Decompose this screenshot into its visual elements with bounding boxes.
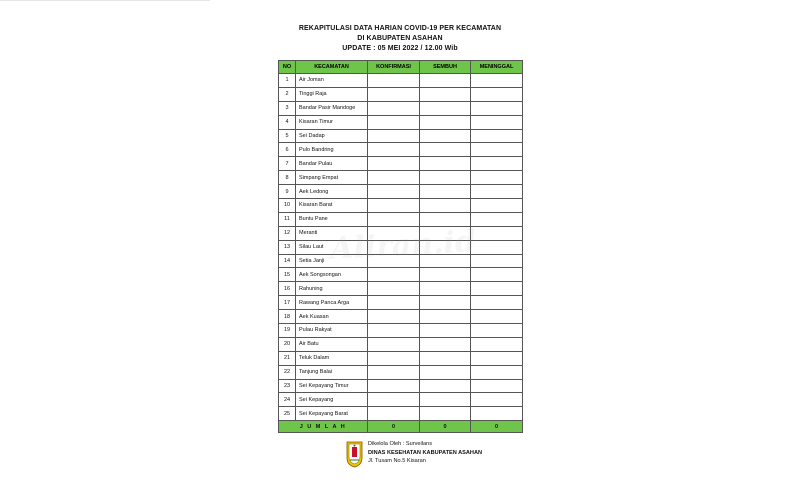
row-number: 11 [279, 212, 296, 226]
agency-address: Jl. Tusam No.5 Kisaran [368, 458, 426, 465]
sembuh-cell [420, 129, 471, 143]
kecamatan-name: Pulo Bandring [296, 143, 368, 157]
konfirmasi-cell [368, 310, 420, 324]
meninggal-cell [471, 129, 523, 143]
kecamatan-name: Meranti [296, 226, 368, 240]
konfirmasi-cell [368, 115, 420, 129]
table-row [279, 101, 523, 115]
meninggal-cell [471, 365, 523, 379]
meninggal-cell [471, 115, 523, 129]
table-row [279, 407, 523, 421]
row-number: 13 [279, 240, 296, 254]
table-header-row [279, 61, 523, 74]
row-number: 22 [279, 365, 296, 379]
table-row [279, 268, 523, 282]
sembuh-cell [420, 115, 471, 129]
sembuh-cell [420, 351, 471, 365]
table-row [279, 171, 523, 185]
table-row [279, 351, 523, 365]
row-number: 1 [279, 74, 296, 88]
sembuh-cell [420, 379, 471, 393]
meninggal-cell [471, 101, 523, 115]
meninggal-cell [471, 254, 523, 268]
konfirmasi-cell [368, 74, 420, 88]
sembuh-cell [420, 74, 471, 88]
sembuh-cell [420, 393, 471, 407]
kecamatan-name: Bandar Pasir Mandoge [296, 101, 368, 115]
kecamatan-name: Aek Ledong [296, 185, 368, 199]
konfirmasi-cell [368, 393, 420, 407]
row-number: 19 [279, 324, 296, 338]
kecamatan-name: Aek Songsongan [296, 268, 368, 282]
table-row [279, 310, 523, 324]
table-row [279, 87, 523, 101]
row-number: 10 [279, 199, 296, 213]
konfirmasi-cell [368, 337, 420, 351]
meninggal-cell [471, 310, 523, 324]
kecamatan-name: Air Batu [296, 337, 368, 351]
row-number: 24 [279, 393, 296, 407]
sembuh-cell [420, 268, 471, 282]
row-number: 8 [279, 171, 296, 185]
table-row [279, 157, 523, 171]
table-row [279, 143, 523, 157]
kecamatan-name: Setia Janji [296, 254, 368, 268]
meninggal-cell [471, 324, 523, 338]
footer-text [368, 440, 482, 466]
row-number: 7 [279, 157, 296, 171]
row-number: 4 [279, 115, 296, 129]
row-number: 17 [279, 296, 296, 310]
konfirmasi-cell [368, 199, 420, 213]
sembuh-cell [420, 157, 471, 171]
row-number: 16 [279, 282, 296, 296]
table-row [279, 337, 523, 351]
meninggal-cell [471, 337, 523, 351]
kecamatan-name: Kisaran Timur [296, 115, 368, 129]
meninggal-cell [471, 268, 523, 282]
meninggal-cell [471, 393, 523, 407]
sembuh-cell [420, 407, 471, 421]
kecamatan-name: Tinggi Raja [296, 87, 368, 101]
column-header-konfirmasi: KONFIRMASI [368, 61, 420, 74]
kecamatan-name: Sei Kepayang Barat [296, 407, 368, 421]
row-number: 14 [279, 254, 296, 268]
konfirmasi-cell [368, 87, 420, 101]
column-header-meninggal: MENINGGAL [471, 61, 523, 74]
total-meninggal: 0 [471, 421, 523, 433]
kecamatan-name: Silau Laut [296, 240, 368, 254]
row-number: 25 [279, 407, 296, 421]
table-row [279, 212, 523, 226]
konfirmasi-cell [368, 324, 420, 338]
total-sembuh: 0 [420, 421, 471, 433]
table-row [279, 185, 523, 199]
row-number: 2 [279, 87, 296, 101]
top-divider [0, 0, 210, 1]
kecamatan-name: Tanjung Balai [296, 365, 368, 379]
kecamatan-name: Teluk Dalam [296, 351, 368, 365]
asahan-regency-emblem-icon [346, 441, 363, 468]
konfirmasi-cell [368, 365, 420, 379]
sembuh-cell [420, 101, 471, 115]
row-number: 6 [279, 143, 296, 157]
row-number: 3 [279, 101, 296, 115]
kecamatan-name: Simpang Empat [296, 171, 368, 185]
sembuh-cell [420, 365, 471, 379]
meninggal-cell [471, 212, 523, 226]
table-row [279, 379, 523, 393]
sembuh-cell [420, 87, 471, 101]
meninggal-cell [471, 379, 523, 393]
meninggal-cell [471, 351, 523, 365]
column-header-kecamatan: KECAMATAN [296, 61, 368, 74]
konfirmasi-cell [368, 407, 420, 421]
meninggal-cell [471, 226, 523, 240]
meninggal-cell [471, 240, 523, 254]
table-row [279, 74, 523, 88]
kecamatan-name: Buntu Pane [296, 212, 368, 226]
managed-by: Dikelola Oleh : Surveilans [368, 441, 433, 447]
meninggal-cell [471, 87, 523, 101]
table-row [279, 199, 523, 213]
sembuh-cell [420, 324, 471, 338]
sembuh-cell [420, 185, 471, 199]
kecamatan-name: Sei Kepayang Timur [296, 379, 368, 393]
table-row [279, 129, 523, 143]
sembuh-cell [420, 296, 471, 310]
table-row [279, 115, 523, 129]
report-title: REKAPITULASI DATA HARIAN COVID-19 PER KECAMATAN [298, 25, 502, 32]
agency-name: DINAS KESEHATAN KABUPATEN ASAHAN [368, 449, 483, 456]
konfirmasi-cell [368, 129, 420, 143]
row-number: 18 [279, 310, 296, 324]
konfirmasi-cell [368, 282, 420, 296]
sembuh-cell [420, 171, 471, 185]
kecamatan-name: Pulau Rakyat [296, 324, 368, 338]
footer [346, 440, 526, 470]
meninggal-cell [471, 143, 523, 157]
kecamatan-name: Sei Kepayang [296, 393, 368, 407]
row-number: 21 [279, 351, 296, 365]
meninggal-cell [471, 199, 523, 213]
meninggal-cell [471, 407, 523, 421]
konfirmasi-cell [368, 212, 420, 226]
row-number: 5 [279, 129, 296, 143]
kecamatan-name: Rahuning [296, 282, 368, 296]
column-header-sembuh: SEMBUH [420, 61, 471, 74]
konfirmasi-cell [368, 185, 420, 199]
table-row [279, 296, 523, 310]
konfirmasi-cell [368, 171, 420, 185]
konfirmasi-cell [368, 351, 420, 365]
table-row [279, 282, 523, 296]
report-subtitle: DI KABUPATEN ASAHAN [357, 35, 443, 42]
sembuh-cell [420, 143, 471, 157]
total-label: J U M L A H [279, 421, 368, 433]
meninggal-cell [471, 185, 523, 199]
kecamatan-name: Kisaran Barat [296, 199, 368, 213]
table-row [279, 365, 523, 379]
konfirmasi-cell [368, 296, 420, 310]
row-number: 20 [279, 337, 296, 351]
kecamatan-name: Sei Dadap [296, 129, 368, 143]
konfirmasi-cell [368, 101, 420, 115]
kecamatan-name: Bandar Pulau [296, 157, 368, 171]
meninggal-cell [471, 171, 523, 185]
konfirmasi-cell [368, 268, 420, 282]
sembuh-cell [420, 199, 471, 213]
kecamatan-name: Air Joman [296, 74, 368, 88]
meninggal-cell [471, 157, 523, 171]
total-konfirmasi: 0 [368, 421, 420, 433]
row-number: 23 [279, 379, 296, 393]
konfirmasi-cell [368, 143, 420, 157]
meninggal-cell [471, 296, 523, 310]
kecamatan-name: Aek Kuasan [296, 310, 368, 324]
row-number: 15 [279, 268, 296, 282]
update-timestamp: UPDATE : 05 MEI 2022 / 12.00 Wib [342, 45, 458, 52]
meninggal-cell [471, 74, 523, 88]
total-row [279, 421, 523, 433]
row-number: 9 [279, 185, 296, 199]
konfirmasi-cell [368, 379, 420, 393]
sembuh-cell [420, 282, 471, 296]
table-row [279, 324, 523, 338]
sembuh-cell [420, 310, 471, 324]
row-number: 12 [279, 226, 296, 240]
column-header-no: NO [279, 61, 296, 74]
konfirmasi-cell [368, 157, 420, 171]
table-row [279, 393, 523, 407]
sembuh-cell [420, 337, 471, 351]
kecamatan-name: Rawang Panca Arga [296, 296, 368, 310]
meninggal-cell [471, 282, 523, 296]
watermark: Aliran.id [329, 224, 477, 267]
